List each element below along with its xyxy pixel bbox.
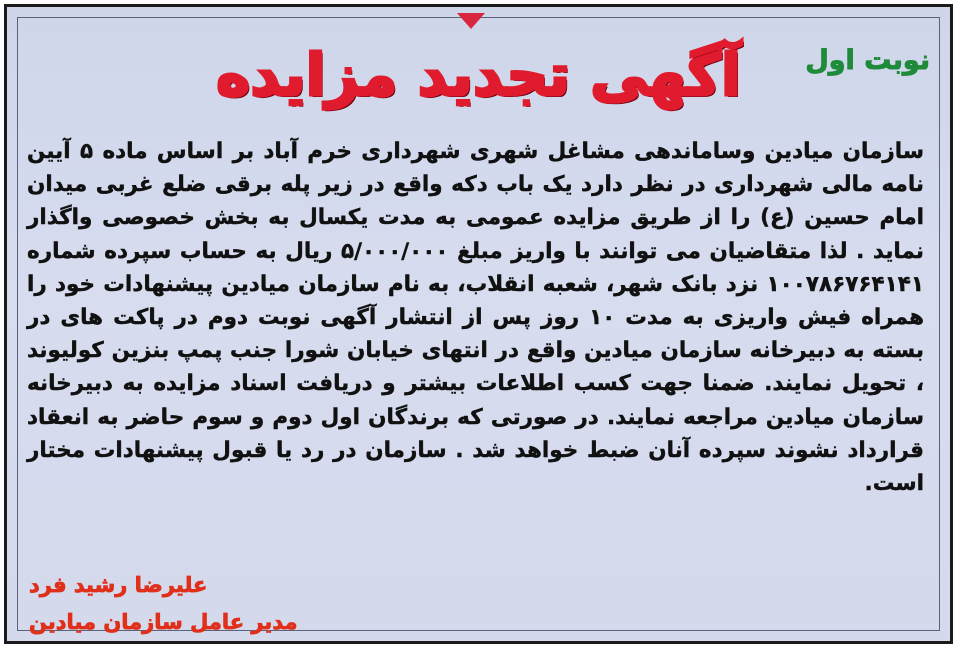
notice-frame <box>4 4 953 644</box>
top-marker-icon <box>457 13 485 29</box>
notice-title: آگهی تجدید مزایده <box>216 41 741 109</box>
signature-name: علیرضا رشید فرد <box>29 573 208 597</box>
signature-title: مدیر عامل سازمان میادین <box>29 610 298 634</box>
notice-body: سازمان میادین وساماندهی مشاغل شهری شهرداری خرم آباد بر اساس ماده ۵ آیین نامه مالی شهرداری در نظر دارد یک باب دکه واقع در زیر پله برقی ضلع غربی میدان امام حسین (ع) را از طریق مزایده عمومی به مدت یکسال به بخش خصوصی واگذار نماید . لذا متقاضیان می توانند با واریز مبلغ ۵/۰۰۰/۰۰۰ ریال به حساب سپرده شماره ۱۰۰۷۸۶۷۶۴۱۴۱ نزد بانک شهر، شعبه انقلاب، به نام سازمان میادین پیشنهادات خود را همراه فیش واریزی به مدت ۱۰ روز پس از انتشار آگهی نوبت دوم در پاکت های در بسته به دبیرخانه سازمان میادین واقع در انتهای خیابان شورا جنب پمپ بنزین کولیوند ، تحویل نمایند. ضمنا جهت کسب اطلاعات بیشتر و دریافت اسناد مزایده به دبیرخانه سازمان میادین مراجعه نمایند. در صورتی که برندگان اول دوم و سوم حاضر به انعقاد قرارداد نشوند سپرده آنان ضبط خواهد شد . سازمان در رد یا قبول پیشنهادات مختار است. <box>27 139 924 497</box>
round-label: نوبت اول <box>805 45 930 76</box>
